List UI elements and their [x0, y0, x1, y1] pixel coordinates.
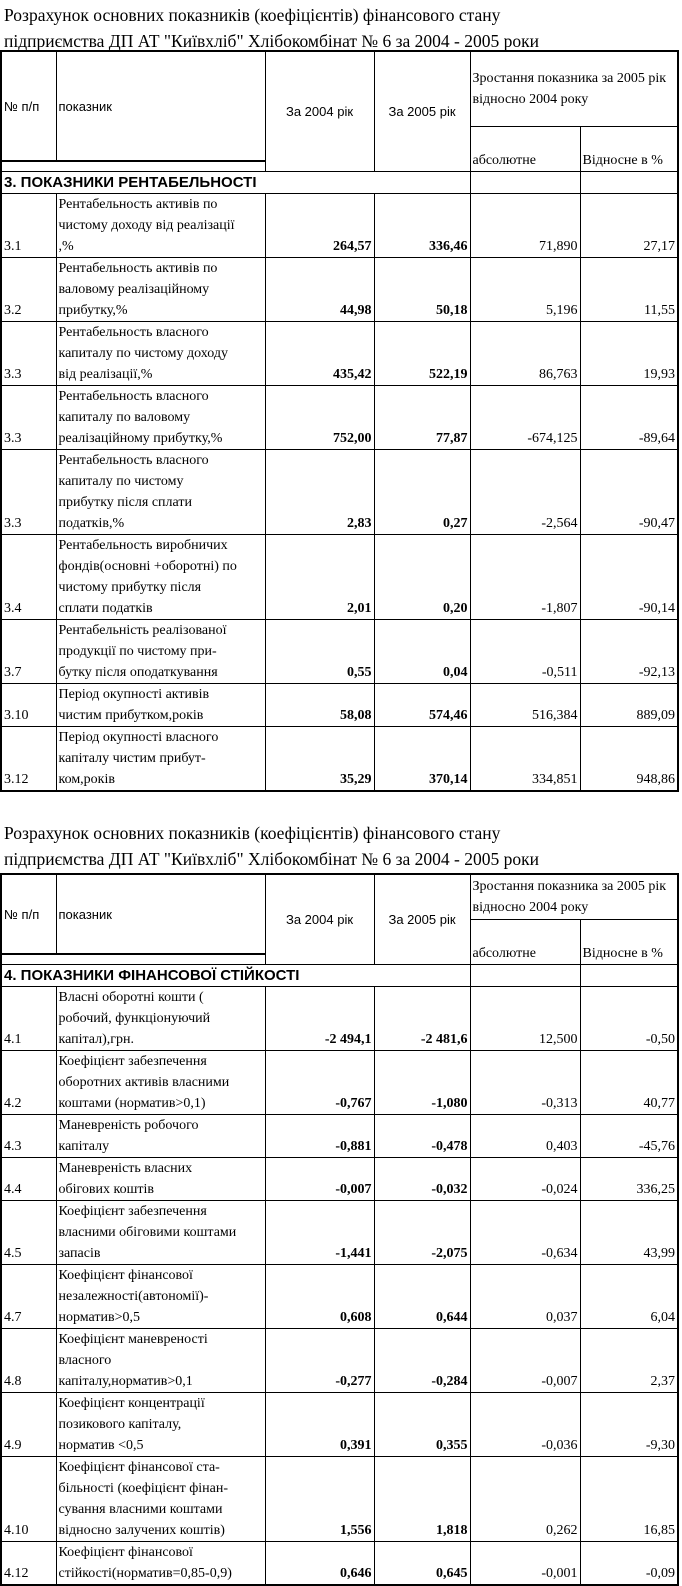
title-line: підприємства ДП АТ "Київхліб" Хлібокомбінат № 6 за 2004 - 2005 роки	[4, 849, 540, 869]
indicator-line: обігових коштів	[58, 1181, 154, 1197]
indicator-line: капіталу	[58, 1138, 110, 1154]
indicator-line: Рентабельность виробничих	[58, 537, 228, 553]
indicator-line: сування власними коштами	[58, 1501, 223, 1517]
document-title	[4, 820, 539, 872]
header-no: № п/п	[1, 874, 56, 954]
table-row	[1, 385, 678, 449]
indicator-name	[56, 683, 265, 726]
header-indicator: показник	[56, 51, 265, 161]
row-number: 4.10	[1, 1456, 56, 1541]
indicator-line: капиталу по чистому доходу	[58, 345, 228, 361]
growth-absolute: 5,196	[470, 257, 580, 321]
growth-relative: 889,09	[580, 683, 678, 726]
value-2005: -1,080	[374, 1050, 470, 1114]
indicator-name	[56, 257, 265, 321]
value-2004: 2,83	[265, 449, 374, 534]
value-2005: 50,18	[374, 257, 470, 321]
indicator-line: прибутку після сплати	[58, 494, 192, 510]
growth-absolute: 516,384	[470, 683, 580, 726]
header-indicator: показник	[56, 874, 265, 954]
section-heading: 4. ПОКАЗНИКИ ФІНАНСОВОЇ СТІЙКОСТІ	[1, 964, 470, 986]
table-row	[1, 683, 678, 726]
value-2005: 0,645	[374, 1541, 470, 1585]
row-number: 3.1	[1, 193, 56, 257]
growth-relative: 43,99	[580, 1200, 678, 1264]
empty-cell	[580, 171, 678, 193]
table-row	[1, 1050, 678, 1114]
header-relative: Відносне в %	[580, 919, 678, 964]
value-2004: -0,277	[265, 1328, 374, 1392]
table-row	[1, 1456, 678, 1541]
value-2005: -0,284	[374, 1328, 470, 1392]
table-row	[1, 986, 678, 1050]
indicator-line: норматив>0,5	[58, 1309, 141, 1325]
indicator-line: Коефіцієнт фінансової	[58, 1267, 193, 1283]
indicator-line: капіталу чистим прибут-	[58, 750, 206, 766]
indicator-line: чистому прибутку після	[58, 579, 202, 595]
indicator-line: Маневреність власних	[58, 1160, 193, 1176]
row-number: 4.3	[1, 1114, 56, 1157]
indicators-table	[0, 873, 679, 1586]
indicator-line: сплати податків	[58, 600, 153, 616]
value-2005: 522,19	[374, 321, 470, 385]
row-number: 3.2	[1, 257, 56, 321]
indicator-line: норматив <0,5	[58, 1437, 144, 1453]
indicator-line: Коефіцієнт фінансової ста-	[58, 1459, 220, 1475]
empty-cell	[470, 964, 580, 986]
growth-absolute: 71,890	[470, 193, 580, 257]
growth-relative: 40,77	[580, 1050, 678, 1114]
growth-absolute: 86,763	[470, 321, 580, 385]
indicator-line: запасів	[58, 1245, 101, 1261]
growth-relative: 6,04	[580, 1264, 678, 1328]
value-2004: 2,01	[265, 534, 374, 619]
growth-relative: 16,85	[580, 1456, 678, 1541]
indicator-line: відносно залучених коштів)	[58, 1522, 225, 1538]
value-2004: -0,767	[265, 1050, 374, 1114]
indicator-line: Коефіцієнт забезпечення	[58, 1203, 207, 1219]
row-number: 4.4	[1, 1157, 56, 1200]
title-line: Розрахунок основних показників (коефіцієнтів) фінансового стану	[4, 5, 501, 25]
value-2005: -0,032	[374, 1157, 470, 1200]
growth-relative: 19,93	[580, 321, 678, 385]
row-number: 3.4	[1, 534, 56, 619]
indicator-name	[56, 1392, 265, 1456]
indicator-line: Коефіцієнт фінансової	[58, 1544, 193, 1560]
header-spacer	[1, 161, 265, 171]
indicator-name	[56, 449, 265, 534]
value-2005: 77,87	[374, 385, 470, 449]
value-2005: 370,14	[374, 726, 470, 791]
value-2004: 1,556	[265, 1456, 374, 1541]
value-2005: 0,20	[374, 534, 470, 619]
indicator-line: оборотних активів власними	[58, 1074, 230, 1090]
indicator-line: власними обіговими коштами	[58, 1224, 237, 1240]
indicator-line: податків,%	[58, 515, 125, 531]
indicator-line: Маневреність робочого	[58, 1117, 199, 1133]
indicator-line: Період окупності активів	[58, 686, 210, 702]
indicator-line: коштами (норматив>0,1)	[58, 1095, 206, 1111]
indicator-line: робочий, функціонуючий	[58, 1010, 211, 1026]
value-2004: 435,42	[265, 321, 374, 385]
indicator-line: капиталу по чистому	[58, 473, 184, 489]
value-2004: -0,881	[265, 1114, 374, 1157]
indicator-line: Рентабельность активів по	[58, 196, 218, 212]
row-number: 3.3	[1, 385, 56, 449]
indicator-name	[56, 1456, 265, 1541]
value-2005: 0,355	[374, 1392, 470, 1456]
header-2005: За 2005 рік	[374, 874, 470, 964]
table-row	[1, 619, 678, 683]
header-2004: За 2004 рік	[265, 874, 374, 964]
growth-relative: 336,25	[580, 1157, 678, 1200]
growth-relative: -90,14	[580, 534, 678, 619]
table-row	[1, 449, 678, 534]
header-growth: Зростання показника за 2005 рік відносно 2004 року	[470, 51, 678, 126]
table-row	[1, 321, 678, 385]
indicator-name	[56, 193, 265, 257]
indicator-name	[56, 1157, 265, 1200]
table-row	[1, 1114, 678, 1157]
indicator-line: капиталу по валовому	[58, 409, 191, 425]
growth-absolute: 0,262	[470, 1456, 580, 1541]
value-2004: -2 494,1	[265, 986, 374, 1050]
row-number: 4.7	[1, 1264, 56, 1328]
growth-relative: 27,17	[580, 193, 678, 257]
header-no: № п/п	[1, 51, 56, 161]
growth-relative: -89,64	[580, 385, 678, 449]
growth-relative: 2,37	[580, 1328, 678, 1392]
indicator-line: капіталу,норматив>0,1	[58, 1373, 193, 1389]
table-row	[1, 1157, 678, 1200]
indicator-line: реалізаційному прибутку,%	[58, 430, 223, 446]
growth-relative: -92,13	[580, 619, 678, 683]
row-number: 3.12	[1, 726, 56, 791]
row-number: 3.10	[1, 683, 56, 726]
value-2005: 1,818	[374, 1456, 470, 1541]
indicator-line: Період окупності власного	[58, 729, 219, 745]
growth-absolute: 0,037	[470, 1264, 580, 1328]
value-2004: 58,08	[265, 683, 374, 726]
table-row	[1, 726, 678, 791]
header-spacer	[1, 954, 265, 964]
indicator-line: ком,років	[58, 771, 115, 787]
indicator-line: власного	[58, 1352, 112, 1368]
indicator-name	[56, 1114, 265, 1157]
value-2005: 574,46	[374, 683, 470, 726]
empty-cell	[580, 964, 678, 986]
indicator-line: від реалізації,%	[58, 366, 153, 382]
value-2005: -2 481,6	[374, 986, 470, 1050]
growth-absolute: -0,313	[470, 1050, 580, 1114]
title-line: Розрахунок основних показників (коефіцієнтів) фінансового стану	[4, 823, 501, 843]
document-title	[4, 2, 539, 54]
indicator-line: прибутку,%	[58, 302, 128, 318]
growth-absolute: 334,851	[470, 726, 580, 791]
table-row	[1, 1392, 678, 1456]
growth-absolute: -0,036	[470, 1392, 580, 1456]
indicator-line: більності (коефіцієнт фінан-	[58, 1480, 229, 1496]
indicator-name	[56, 619, 265, 683]
growth-absolute: 0,403	[470, 1114, 580, 1157]
row-number: 4.1	[1, 986, 56, 1050]
value-2004: -0,007	[265, 1157, 374, 1200]
growth-absolute: -0,634	[470, 1200, 580, 1264]
header-absolute: абсолютне	[470, 919, 580, 964]
indicator-line: Коефіцієнт концентрації	[58, 1395, 205, 1411]
growth-relative: -9,30	[580, 1392, 678, 1456]
table-row	[1, 257, 678, 321]
growth-relative: 948,86	[580, 726, 678, 791]
growth-relative: 11,55	[580, 257, 678, 321]
value-2004: 35,29	[265, 726, 374, 791]
growth-absolute: -0,001	[470, 1541, 580, 1585]
row-number: 4.5	[1, 1200, 56, 1264]
value-2004: 44,98	[265, 257, 374, 321]
table-row	[1, 534, 678, 619]
empty-cell	[470, 171, 580, 193]
indicator-line: Рентабельность власного	[58, 388, 209, 404]
header-absolute: абсолютне	[470, 126, 580, 171]
header-growth: Зростання показника за 2005 рік відносно 2004 року	[470, 874, 678, 919]
growth-absolute: -674,125	[470, 385, 580, 449]
indicator-line: чистим прибутком,років	[58, 707, 204, 723]
indicator-line: Рентабельность активів по	[58, 260, 218, 276]
growth-absolute: -0,511	[470, 619, 580, 683]
title-line: підприємства ДП АТ "Київхліб" Хлібокомбінат № 6 за 2004 - 2005 роки	[4, 31, 540, 51]
row-number: 3.7	[1, 619, 56, 683]
value-2004: 0,391	[265, 1392, 374, 1456]
indicator-line: незалежності(автономії)-	[58, 1288, 209, 1304]
indicator-name	[56, 1050, 265, 1114]
indicator-line: ,%	[58, 238, 74, 254]
indicator-line: бутку після оподаткування	[58, 664, 218, 680]
value-2004: 0,608	[265, 1264, 374, 1328]
indicator-line: валовому реалізаційному	[58, 281, 210, 297]
indicator-name	[56, 1264, 265, 1328]
growth-relative: -0,09	[580, 1541, 678, 1585]
indicator-line: фондів(основні +оборотні) по	[58, 558, 237, 574]
indicator-name	[56, 1200, 265, 1264]
value-2005: -0,478	[374, 1114, 470, 1157]
indicator-line: чистому доходу від реалізації	[58, 217, 235, 233]
indicator-name	[56, 726, 265, 791]
growth-absolute: -2,564	[470, 449, 580, 534]
indicator-name	[56, 534, 265, 619]
growth-absolute: -1,807	[470, 534, 580, 619]
value-2004: 752,00	[265, 385, 374, 449]
table-row	[1, 1200, 678, 1264]
row-number: 4.12	[1, 1541, 56, 1585]
row-number: 3.3	[1, 449, 56, 534]
indicators-table	[0, 50, 679, 792]
row-number: 4.9	[1, 1392, 56, 1456]
indicator-line: позикового капіталу,	[58, 1416, 182, 1432]
indicator-line: Рентабельность власного	[58, 324, 209, 340]
indicator-name	[56, 385, 265, 449]
growth-relative: -90,47	[580, 449, 678, 534]
table-row	[1, 1328, 678, 1392]
indicator-line: продукції по чистому при-	[58, 643, 217, 659]
indicator-line: Власні оборотні кошти (	[58, 989, 204, 1005]
indicator-line: Рентабельность власного	[58, 452, 209, 468]
indicator-name	[56, 321, 265, 385]
growth-absolute: -0,024	[470, 1157, 580, 1200]
row-number: 4.8	[1, 1328, 56, 1392]
value-2004: -1,441	[265, 1200, 374, 1264]
header-2005: За 2005 рік	[374, 51, 470, 171]
section-heading: 3. ПОКАЗНИКИ РЕНТАБЕЛЬНОСТІ	[1, 171, 470, 193]
value-2005: 0,27	[374, 449, 470, 534]
indicator-line: Коефіцієнт забезпечення	[58, 1053, 207, 1069]
growth-absolute: 12,500	[470, 986, 580, 1050]
value-2005: 0,04	[374, 619, 470, 683]
indicator-line: Рентабельність реалізованої	[58, 622, 227, 638]
table-row	[1, 1541, 678, 1585]
value-2004: 264,57	[265, 193, 374, 257]
value-2004: 0,646	[265, 1541, 374, 1585]
indicator-line: капітал),грн.	[58, 1031, 135, 1047]
value-2004: 0,55	[265, 619, 374, 683]
row-number: 3.3	[1, 321, 56, 385]
table-row	[1, 1264, 678, 1328]
indicator-name	[56, 986, 265, 1050]
indicator-line: стійкості(норматив=0,85-0,9)	[58, 1565, 232, 1581]
value-2005: 336,46	[374, 193, 470, 257]
growth-absolute: -0,007	[470, 1328, 580, 1392]
value-2005: 0,644	[374, 1264, 470, 1328]
growth-relative: -0,50	[580, 986, 678, 1050]
row-number: 4.2	[1, 1050, 56, 1114]
header-2004: За 2004 рік	[265, 51, 374, 171]
table-row	[1, 193, 678, 257]
indicator-line: Коефіцієнт маневреності	[58, 1331, 208, 1347]
indicator-name	[56, 1541, 265, 1585]
header-relative: Відносне в %	[580, 126, 678, 171]
value-2005: -2,075	[374, 1200, 470, 1264]
growth-relative: -45,76	[580, 1114, 678, 1157]
indicator-name	[56, 1328, 265, 1392]
